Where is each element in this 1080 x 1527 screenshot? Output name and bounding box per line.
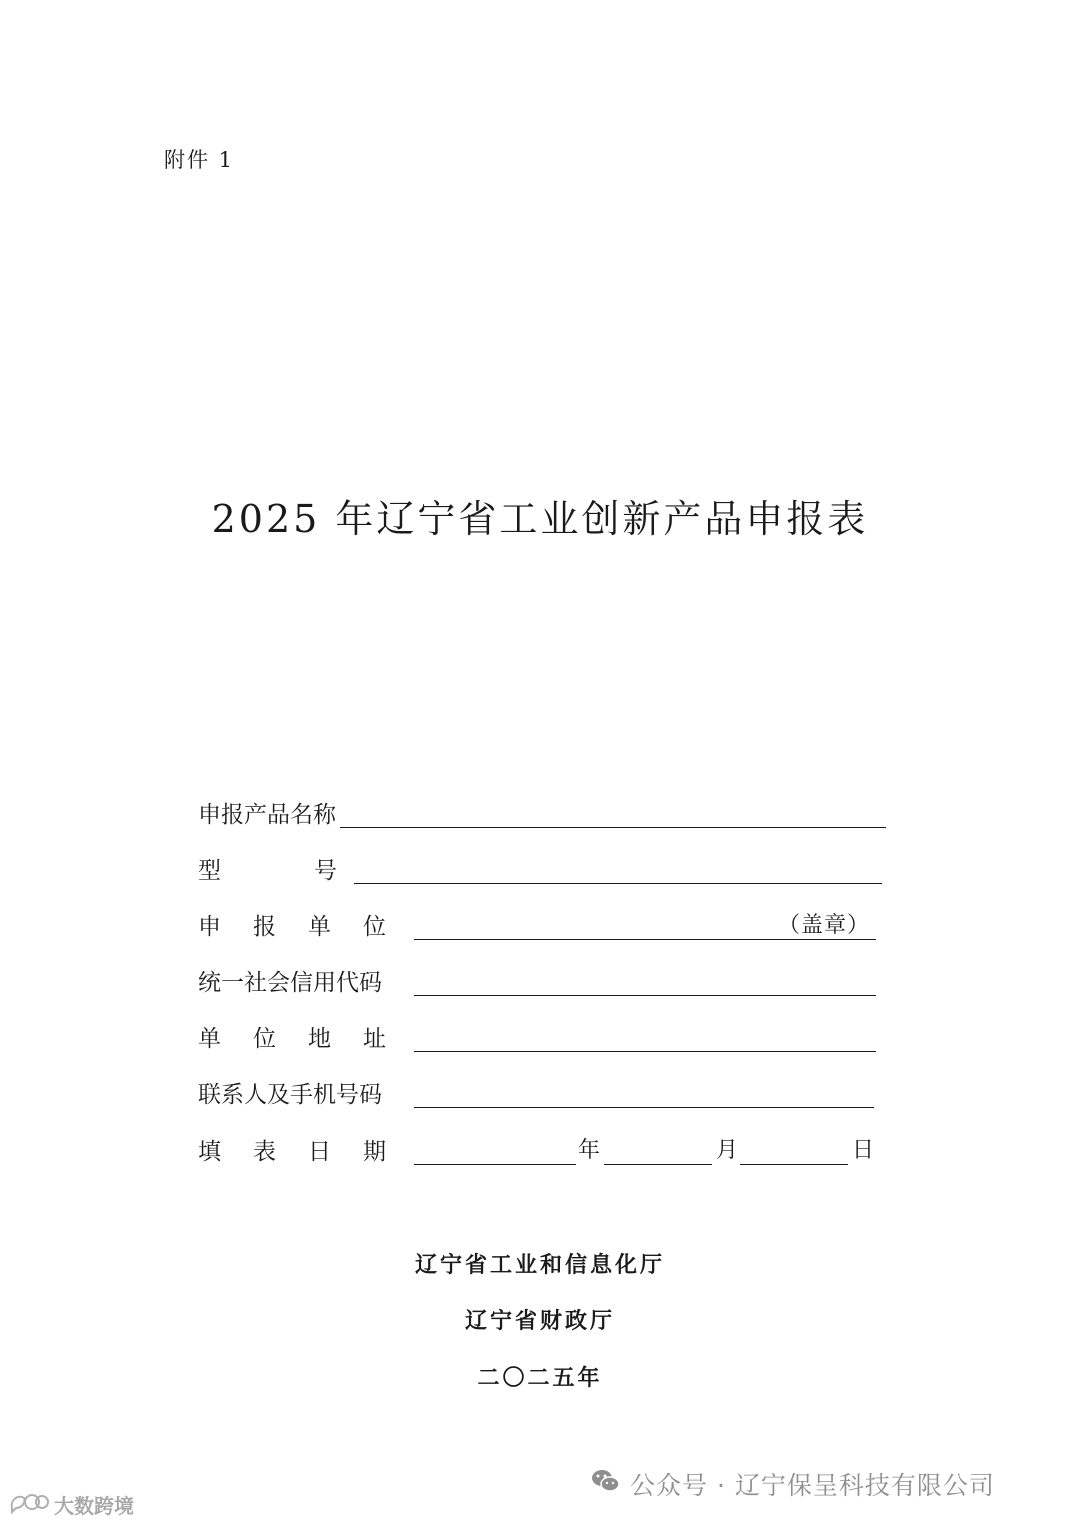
date-day-underline (740, 1164, 848, 1165)
applicant-label-char-3: 单 (308, 914, 331, 940)
contact-label: 联系人及手机号码 (198, 1082, 382, 1108)
address-label-char-1: 单 (198, 1026, 221, 1052)
date-label-char-4: 期 (363, 1139, 386, 1165)
date-label-char-3: 日 (308, 1139, 331, 1165)
model-label-char-2: 号 (314, 858, 337, 884)
form-row-date (198, 1133, 888, 1169)
date-day-label: 日 (852, 1138, 875, 1163)
address-label-char-4: 址 (363, 1026, 386, 1052)
address-label-char-3: 地 (308, 1026, 331, 1052)
form-row-product-name (198, 796, 888, 832)
wechat-icon (590, 1468, 620, 1500)
form-row-applicant (198, 908, 888, 944)
issue-year: 二〇二五年 (477, 1365, 603, 1391)
issuer-2: 辽宁省财政厅 (464, 1308, 615, 1334)
date-year-label: 年 (578, 1138, 601, 1163)
date-month-label: 月 (716, 1138, 739, 1163)
form-row-address (198, 1020, 888, 1056)
product-name-underline (340, 827, 886, 828)
watermark-right (590, 1466, 995, 1502)
applicant-label-char-1: 申 (198, 914, 221, 940)
issuer-1: 辽宁省工业和信息化厅 (414, 1252, 665, 1278)
date-year-underline (414, 1164, 576, 1165)
model-label-char-1: 型 (198, 858, 221, 884)
model-underline (354, 883, 882, 884)
seal-note: （盖章） (778, 913, 871, 938)
applicant-label-char-2: 报 (253, 914, 276, 940)
address-label-char-2: 位 (253, 1026, 276, 1052)
credit-code-underline (414, 995, 876, 996)
credit-code-label: 统一社会信用代码 (198, 970, 382, 996)
applicant-underline (414, 939, 876, 940)
applicant-label-char-4: 位 (363, 914, 386, 940)
date-month-underline (604, 1164, 712, 1165)
product-name-label: 申报产品名称 (198, 802, 336, 828)
page-title: 2025 年辽宁省工业创新产品申报表 (211, 497, 869, 541)
watermark-right-text: 公众号 · 辽宁保呈科技有限公司 (630, 1471, 995, 1500)
attachment-label: 附件 1 (164, 148, 235, 172)
date-label-char-2: 表 (253, 1139, 276, 1165)
form-row-credit-code (198, 964, 888, 1000)
form-row-model (198, 852, 888, 888)
watermark-left (8, 1490, 134, 1519)
watermark-left-text: 大数跨境 (54, 1494, 134, 1518)
date-label-char-1: 填 (198, 1139, 221, 1165)
contact-underline (414, 1107, 874, 1108)
address-underline (414, 1051, 876, 1052)
chat-bubbles-icon (8, 1490, 50, 1519)
form-row-contact (198, 1076, 888, 1112)
